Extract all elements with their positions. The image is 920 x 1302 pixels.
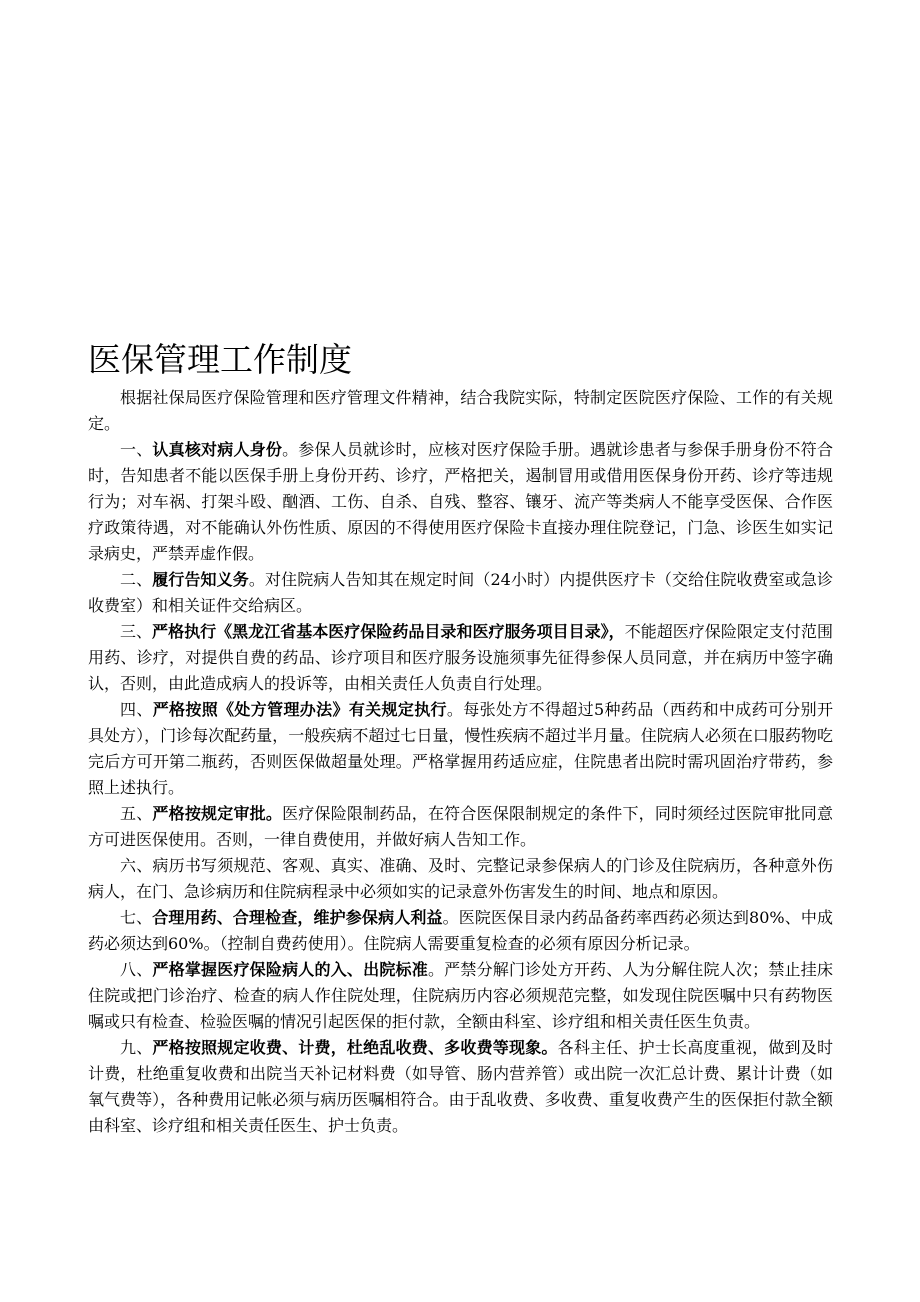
section-heading: 严格按照《处方管理办法》有关规定执行 (152, 700, 447, 719)
section-number: 二、 (120, 570, 153, 589)
section-number: 三、 (120, 622, 153, 641)
section-body: 。医院医保目录内药品备药率西药必须达到80%、中成药必须达到60%。（控制自费药使用）。住院病人需要重复检查的必须有原因分析记录。 (88, 908, 833, 953)
section-number: 八、 (120, 960, 153, 979)
section-body: 六、病历书写须规范、客观、真实、准确、及时、完整记录参保病人的门诊及住院病历，各种意外伤病人，在门、急诊病历和住院病程录中必须如实的记录意外伤害发生的时间、地点和原因。 (88, 856, 833, 901)
section-number: 七、 (120, 908, 153, 927)
document-page (88, 336, 833, 1139)
section-heading: 履行告知义务 (152, 570, 249, 589)
section-heading: 严格按照规定收费、计费，杜绝乱收费、多收费等现象。 (152, 1038, 558, 1057)
section-body: 。严禁分解门诊处方开药、人为分解住院人次；禁止挂床住院或把门诊治疗、检查的病人作住院处理，住院病历内容必须规范完整，如发现住院医嘱中只有药物医嘱或只有检查、检验医嘱的情况引起医保的拒付款，全额由科室、诊疗组和相关责任医生负责。 (88, 960, 833, 1031)
section-4 (88, 697, 833, 801)
section-body: 。对住院病人告知其在规定时间（24小时）内提供医疗卡（交给住院收费室或急诊收费室）和相关证件交给病区。 (88, 570, 833, 615)
section-heading: 严格按规定审批。 (152, 804, 283, 823)
section-7 (88, 905, 833, 957)
section-body: 。参保人员就诊时，应核对医疗保险手册。遇就诊患者与参保手册身份不符合时，告知患者不能以医保手册上身份开药、诊疗，严格把关，遏制冒用或借用医保身份开药、诊疗等违规行为；对车祸、打架斗殴、酗酒、工伤、自杀、自残、整容、镶牙、流产等类病人不能享受医保、合作医疗政策待遇，对不能确认外伤性质、原因的不得使用医疗保险卡直接办理住院登记，门急、诊医生如实记录病史，严禁弄虚作假。 (88, 440, 833, 563)
section-number: 一、 (120, 440, 153, 459)
section-5 (88, 801, 833, 853)
section-heading: 严格执行《黑龙江省基本医疗保险药品目录和医疗服务项目目录》， (152, 622, 625, 641)
section-heading: 认真核对病人身份 (152, 440, 283, 459)
document-title: 医保管理工作制度 (88, 340, 352, 379)
section-body: 。每张处方不得超过5种药品（西药和中成药可分别开具处方），门诊每次配药量，一般疾病不超过七日量，慢性疾病不超过半月量。住院病人必须在口服药物吃完后方可开第二瓶药，否则医保做超量处理。严格掌握用药适应症，住院患者出院时需巩固治疗带药，参照上述执行。 (88, 700, 833, 797)
intro-paragraph: 根据社保局医疗保险管理和医疗管理文件精神，结合我院实际，特制定医院医疗保险、工作的有关规定。 (88, 388, 833, 433)
section-3 (88, 619, 833, 697)
section-8 (88, 957, 833, 1035)
section-9 (88, 1035, 833, 1139)
section-body: 各科主任、护士长高度重视，做到及时计费，杜绝重复收费和出院当天补记材料费（如导管、肠内营养管）或出院一次汇总计费、累计计费（如氧气费等），各种费用记帐必须与病历医嘱相符合。由于乱收费、多收费、重复收费产生的医保拒付款全额由科室、诊疗组和相关责任医生、护士负责。 (88, 1038, 833, 1135)
section-1 (88, 437, 833, 567)
section-number: 五、 (120, 804, 153, 823)
section-number: 四、 (120, 700, 153, 719)
section-heading: 合理用药、合理检查，维护参保病人利益 (152, 908, 443, 927)
section-6 (88, 853, 833, 905)
section-heading: 严格掌握医疗保险病人的入、出院标准 (152, 960, 428, 979)
section-2 (88, 567, 833, 619)
section-body: 不能超医疗保险限定支付范围用药、诊疗，对提供自费的药品、诊疗项目和医疗服务设施须事先征得参保人员同意，并在病历中签字确认，否则，由此造成病人的投诉等，由相关责任人负责自行处理。 (88, 622, 833, 693)
section-number: 九、 (120, 1038, 153, 1057)
section-body: 医疗保险限制药品，在符合医保限制规定的条件下，同时须经过医院审批同意方可进医保使用。否则，一律自费使用，并做好病人告知工作。 (88, 804, 833, 849)
